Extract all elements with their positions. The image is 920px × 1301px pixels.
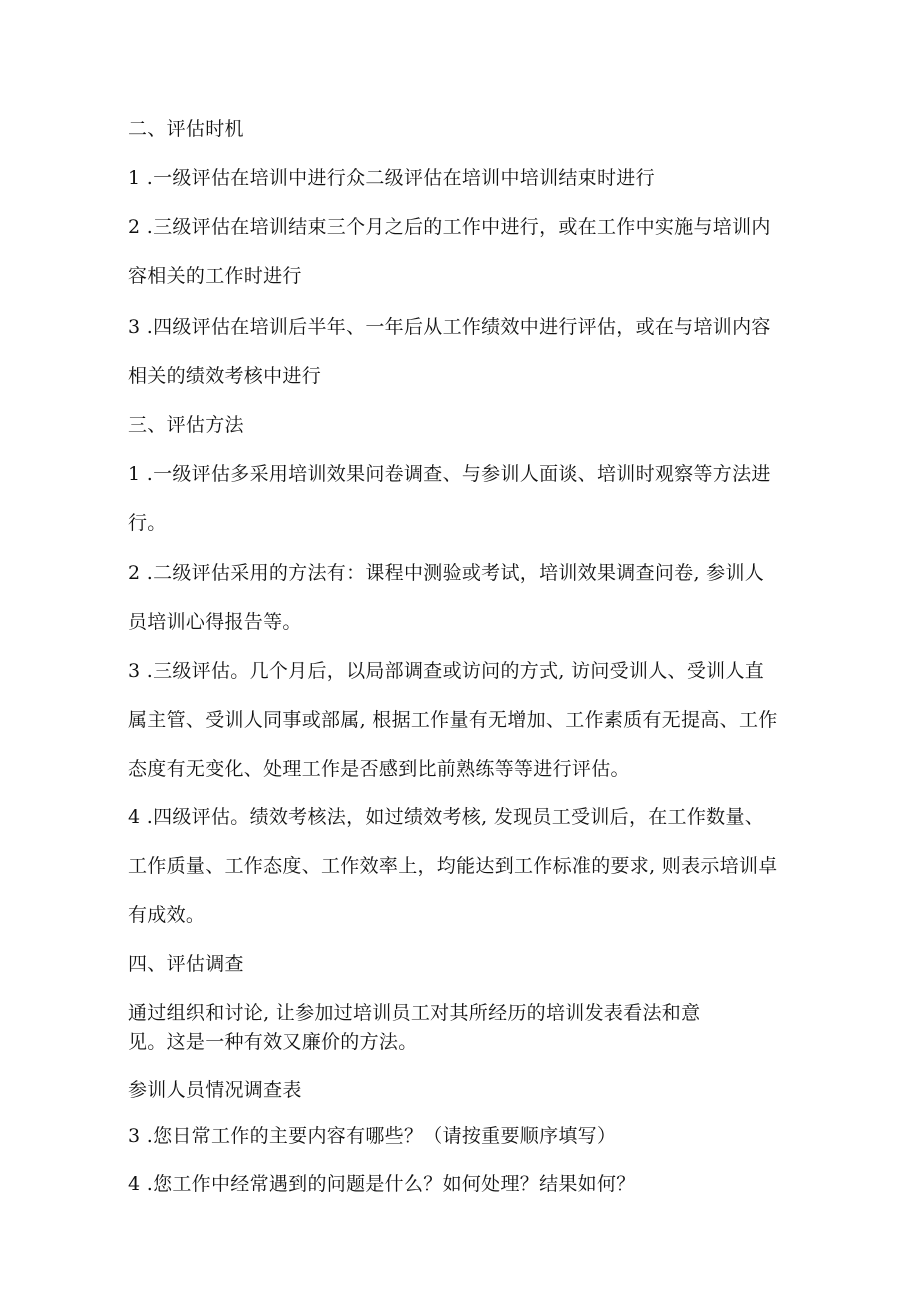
- paragraph-line: 员培训心得报告等。: [128, 611, 302, 633]
- paragraph-line: 1 .一级评估多采用培训效果问卷调查、与参训人面谈、培训时观察等方法进: [128, 463, 771, 485]
- paragraph-line: 工作质量、工作态度、工作效率上，均能达到工作标准的要求, 则表示培训卓: [128, 855, 778, 877]
- paragraph-line: 2 .三级评估在培训结束三个月之后的工作中进行，或在工作中实施与培训内: [128, 216, 771, 238]
- paragraph-line: 1 .一级评估在培训中进行众二级评估在培训中培训结束时进行: [128, 167, 655, 189]
- paragraph-line: 相关的绩效考核中进行: [128, 365, 322, 387]
- paragraph-line: 态度有无变化、处理工作是否感到比前熟练等等进行评估。: [128, 758, 630, 780]
- paragraph-line: 行。: [128, 512, 167, 534]
- paragraph-line: 有成效。: [128, 904, 206, 926]
- heading-evaluation-survey: 四、评估调查: [128, 953, 244, 975]
- survey-question: 3 .您日常工作的主要内容有哪些？（请按重要顺序填写）: [128, 1125, 617, 1147]
- paragraph-line: 3 .四级评估在培训后半年、一年后从工作绩效中进行评估，或在与培训内容: [128, 316, 771, 338]
- paragraph-line: 4 .四级评估。绩效考核法，如过绩效考核, 发现员工受训后，在工作数量、: [128, 806, 765, 828]
- heading-evaluation-methods: 三、评估方法: [128, 414, 244, 436]
- survey-table-title: 参训人员情况调查表: [128, 1079, 302, 1101]
- paragraph-line: 属主管、受训人同事或部属, 根据工作量有无增加、工作素质有无提高、工作: [128, 709, 778, 731]
- paragraph-line: 见。这是一种有效又廉价的方法。: [128, 1031, 418, 1053]
- paragraph-line: 通过组织和讨论, 让参加过培训员工对其所经历的培训发表看法和意: [128, 1002, 701, 1024]
- paragraph-line: 3 .三级评估。几个月后，以局部调查或访问的方式, 访问受训人、受训人直: [128, 660, 765, 682]
- survey-question: 4 .您工作中经常遇到的问题是什么？如何处理？结果如何？: [128, 1173, 636, 1195]
- heading-evaluation-timing: 二、评估时机: [128, 118, 244, 140]
- paragraph-line: 2 .二级评估采用的方法有：课程中测验或考试，培训效果调查问卷, 参训人: [128, 562, 765, 584]
- paragraph-line: 容相关的工作时进行: [128, 265, 302, 287]
